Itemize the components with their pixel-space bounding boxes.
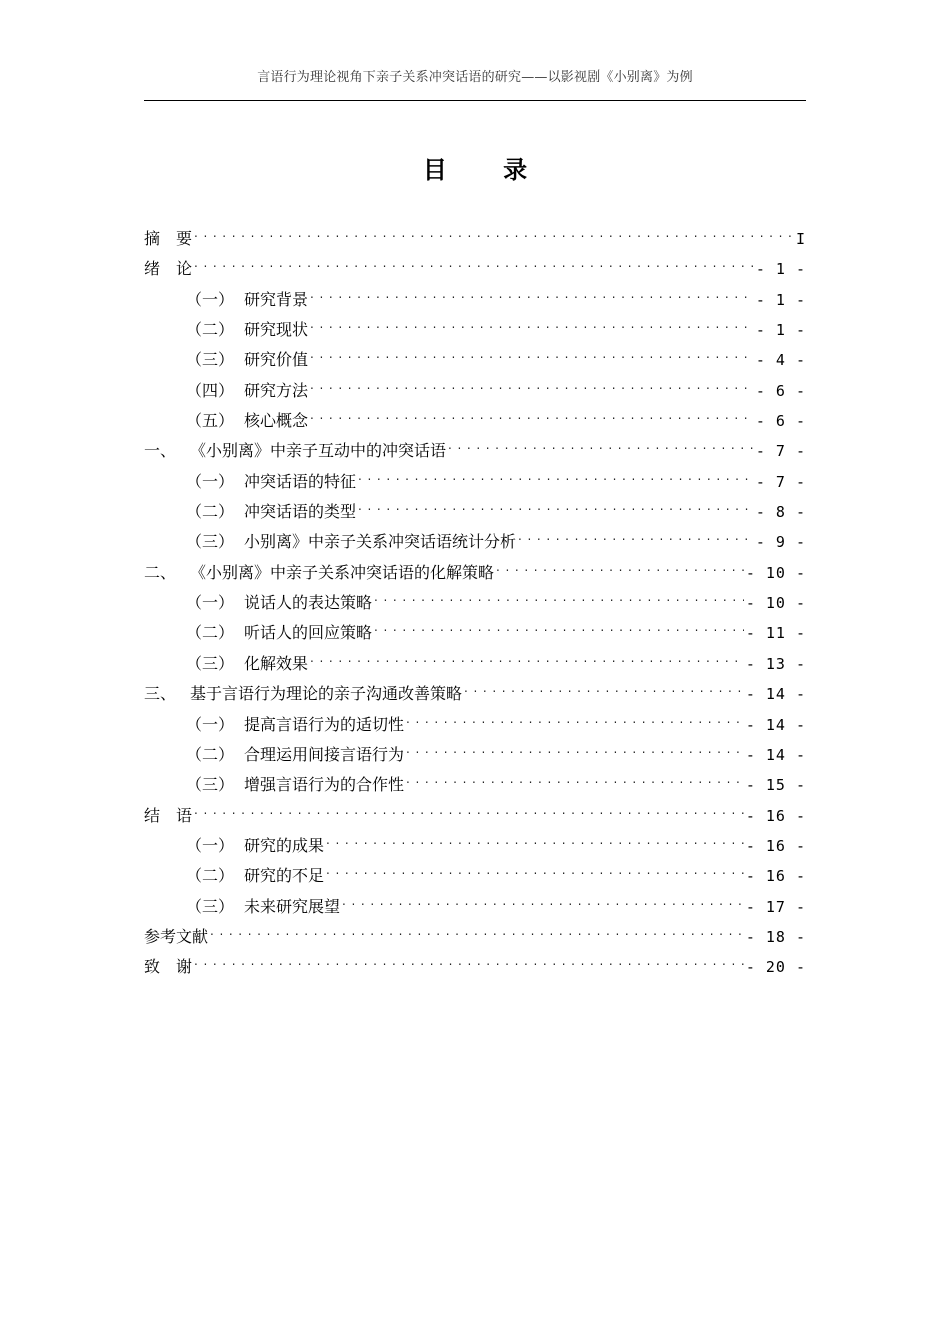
toc-entry-page: - 16 - [745,836,806,855]
dot-leader [194,244,754,274]
dot-leader [310,639,744,669]
header-rule [144,100,806,101]
dot-leader [358,457,754,487]
toc-entry-page: - 14 - [745,685,806,704]
dot-leader [406,700,744,730]
dot-leader [310,396,754,426]
toc-entry-number: （三） [186,653,235,673]
toc-entry-label: 提高言语行为的适切性 [244,714,405,734]
toc-entry-label: 致 谢 [144,957,193,977]
toc-entry-number: （二） [186,744,235,764]
dot-leader [310,275,754,305]
toc-entry-label: 冲突话语的类型 [244,502,357,522]
toc-entry-label: 绪 论 [144,259,193,279]
toc-entry-page: - 7 - [755,442,806,461]
toc-entry-21[interactable] [144,821,806,855]
toc-entry-label: 化解效果 [244,653,309,673]
toc-entry-3[interactable] [144,275,806,309]
dot-leader [194,791,744,821]
toc-entry-page: - 1 - [755,321,806,340]
toc-entry-page: I [795,230,806,248]
toc-entry-label: 《小别离》中亲子互动中的冲突话语 [190,441,447,461]
toc-entry-24[interactable] [144,912,806,946]
dot-leader [326,821,744,851]
dot-leader [310,305,754,335]
toc-entry-page: - 20 - [745,958,806,977]
toc-entry-label: 研究的成果 [244,835,325,855]
toc-entry-number: （五） [186,411,235,431]
toc-entry-label: 说话人的表达策略 [244,593,373,613]
dot-leader [374,578,744,608]
toc-entry-1[interactable] [144,214,806,248]
toc-entry-number: （二） [186,502,235,522]
toc-entry-number: 一、 [144,441,177,461]
toc-entry-page: - 8 - [755,503,806,522]
toc-entry-label: 冲突话语的特征 [244,471,357,491]
toc-entry-number: 二、 [144,562,177,582]
toc-entry-page: - 16 - [745,867,806,886]
toc-entry-page: - 14 - [745,745,806,764]
toc-entry-label: 研究的不足 [244,866,325,886]
toc-entry-page: - 18 - [745,927,806,946]
toc-entry-20[interactable] [144,791,806,825]
dot-leader [210,912,744,942]
toc-entry-number: （二） [186,320,235,340]
toc-entry-page: - 10 - [745,563,806,582]
toc-title: 目 录 [422,156,552,184]
toc-entry-number: （一） [186,471,235,491]
toc-entry-page: - 9 - [755,533,806,552]
dot-leader [518,517,754,547]
toc-entry-page: - 16 - [745,806,806,825]
running-header: 言语行为理论视角下亲子关系冲突话语的研究——以影视剧《小别离》为例 [257,70,693,85]
toc-entry-page: - 13 - [745,654,806,673]
toc-entry-label: 结 语 [144,805,193,825]
toc-entry-number: （四） [186,380,235,400]
toc-entry-label: 研究现状 [244,320,309,340]
table-of-contents [144,214,806,977]
toc-entry-label: 未来研究展望 [244,896,341,916]
toc-entry-page: - 11 - [745,624,806,643]
dot-leader [406,730,744,760]
toc-entry-label: 小别离》中亲子关系冲突话语统计分析 [244,532,517,552]
toc-entry-page: - 1 - [755,290,806,309]
dot-leader [358,487,754,517]
toc-entry-label: 听话人的回应策略 [244,623,373,643]
toc-entry-number: （三） [186,532,235,552]
dot-leader [194,942,744,972]
toc-entry-number: （一） [186,593,235,613]
toc-entry-page: - 1 - [755,260,806,279]
toc-entry-page: - 4 - [755,351,806,370]
toc-entry-page: - 17 - [745,897,806,916]
toc-entry-label: 摘 要 [144,229,193,248]
dot-leader [374,608,744,638]
dot-leader [310,335,754,365]
toc-entry-label: 《小别离》中亲子关系冲突话语的化解策略 [190,562,495,582]
dot-leader [342,882,744,912]
toc-entry-2[interactable] [144,244,806,279]
toc-entry-label: 核心概念 [244,411,309,431]
dot-leader [448,426,754,456]
toc-entry-page: - 6 - [755,412,806,431]
dot-leader [406,760,744,790]
toc-entry-page: - 10 - [745,594,806,613]
toc-entry-number: （二） [186,866,235,886]
toc-entry-number: （一） [186,714,235,734]
toc-entry-number: （二） [186,623,235,643]
toc-entry-label: 研究方法 [244,380,309,400]
dot-leader [194,214,794,244]
dot-leader [464,669,744,699]
toc-entry-number: （一） [186,835,235,855]
toc-entry-label: 基于言语行为理论的亲子沟通改善策略 [190,684,463,704]
toc-entry-number: （三） [186,350,235,370]
toc-entry-number: （三） [186,775,235,795]
toc-entry-page: - 15 - [745,776,806,795]
toc-entry-label: 研究价值 [244,350,309,370]
toc-entry-page: - 7 - [755,472,806,491]
toc-entry-number: 三、 [144,684,177,704]
dot-leader [496,548,744,578]
dot-leader [326,851,744,881]
toc-entry-label: 参考文献 [144,926,209,946]
toc-entry-label: 合理运用间接言语行为 [244,744,405,764]
toc-entry-page: - 6 - [755,381,806,400]
toc-entry-label: 研究背景 [244,289,309,309]
toc-entry-25[interactable] [144,942,806,977]
dot-leader [310,366,754,396]
toc-entry-number: （三） [186,896,235,916]
toc-entry-page: - 14 - [745,715,806,734]
toc-entry-number: （一） [186,289,235,309]
toc-entry-label: 增强言语行为的合作性 [244,775,405,795]
